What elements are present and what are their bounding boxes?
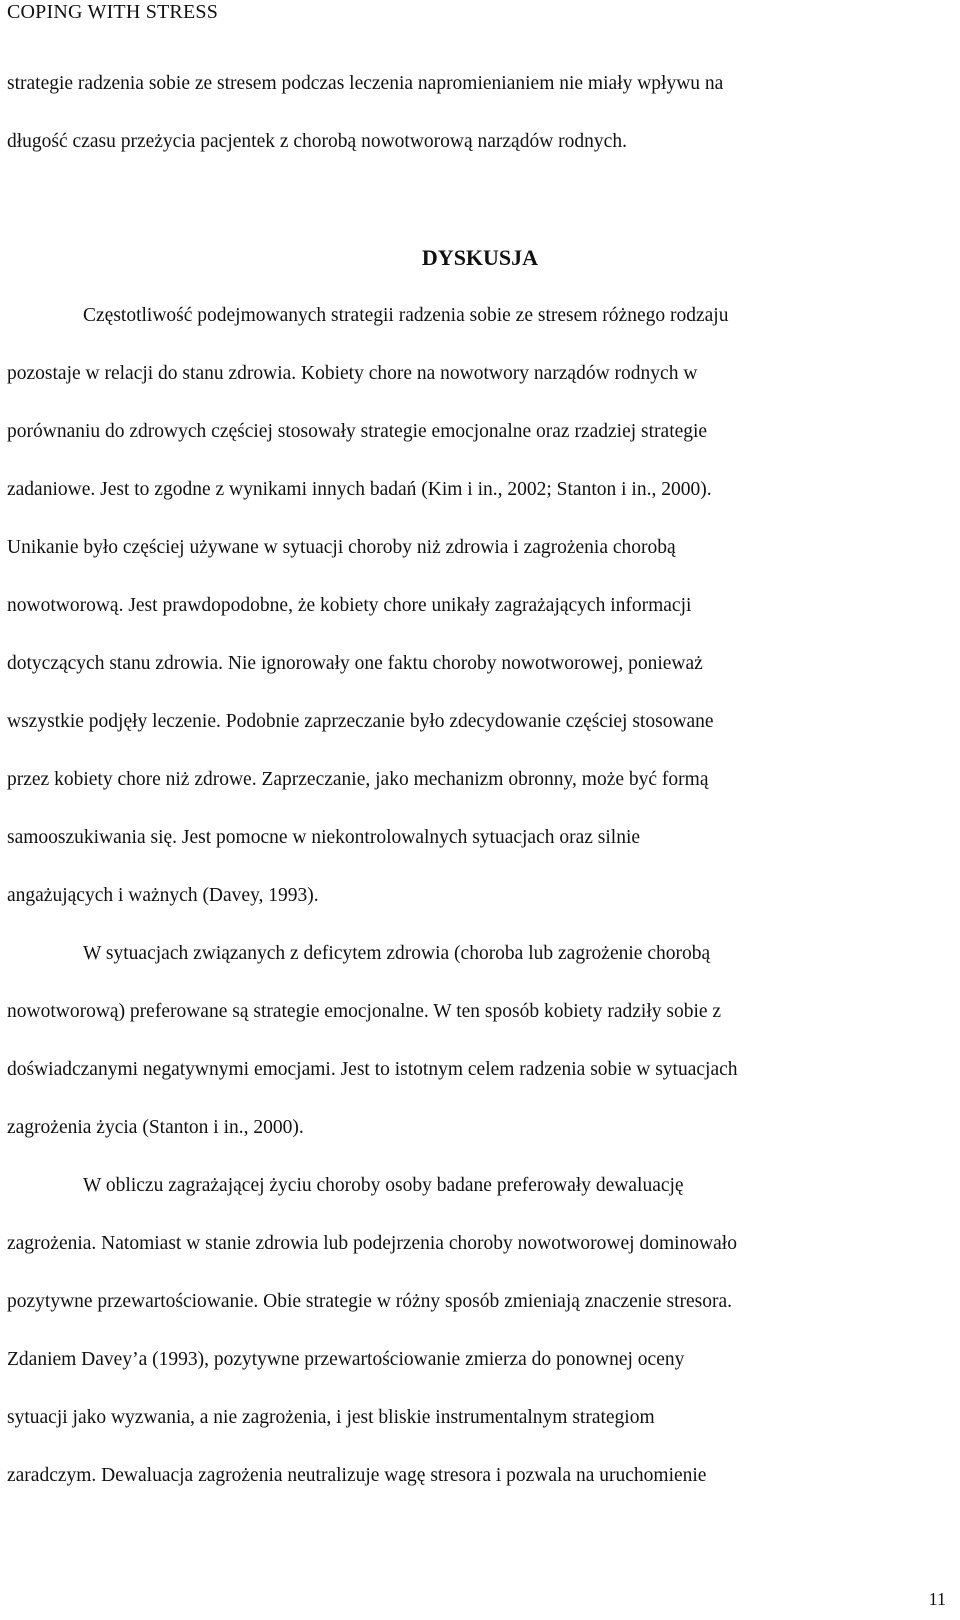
text-line: zaradczym. Dewaluacja zagrożenia neutralizuje wagę stresora i pozwala na uruchomienie [7, 1465, 707, 1486]
text-line: zagrożenia życia (Stanton i in., 2000). [7, 1117, 304, 1138]
text-line: doświadczanymi negatywnymi emocjami. Jest to istotnym celem radzenia sobie w sytuacjach [7, 1059, 738, 1080]
text-line: samooszukiwania się. Jest pomocne w niekontrolowalnych sytuacjach oraz silnie [7, 827, 641, 848]
text-line: strategie radzenia sobie ze stresem podczas leczenia napromienianiem nie miały wpływu na [7, 73, 724, 94]
text-line: Zdaniem Davey’a (1993), pozytywne przewartościowanie zmierza do ponownej oceny [7, 1349, 685, 1370]
text-line: porównaniu do zdrowych częściej stosowały strategie emocjonalne oraz rzadziej strategie [7, 421, 708, 442]
text-line: wszystkie podjęły leczenie. Podobnie zaprzeczanie było zdecydowanie częściej stosowane [7, 711, 714, 732]
running-head: COPING WITH STRESS [7, 1, 219, 23]
document-body [7, 55, 953, 1505]
section-heading: DYSKUSJA [421, 245, 539, 270]
text-line: dotyczących stanu zdrowia. Nie ignorowały one faktu choroby nowotworowej, ponieważ [7, 653, 703, 674]
text-line: nowotworową) preferowane są strategie emocjonalne. W ten sposób kobiety radziły sobie z [7, 1001, 722, 1022]
text-line: W sytuacjach związanych z deficytem zdrowia (choroba lub zagrożenie chorobą [83, 943, 711, 964]
text-line: nowotworową. Jest prawdopodobne, że kobiety chore unikały zagrażających informacji [7, 595, 692, 616]
text-line: pozostaje w relacji do stanu zdrowia. Kobiety chore na nowotwory narządów rodnych w [7, 363, 698, 384]
text-line: długość czasu przeżycia pacjentek z chorobą nowotworową narządów rodnych. [7, 131, 627, 152]
blank-line [7, 171, 953, 229]
text-line: zagrożenia. Natomiast w stanie zdrowia lub podejrzenia choroby nowotworowej dominowało [7, 1233, 737, 1254]
text-line: zadaniowe. Jest to zgodne z wynikami innych badań (Kim i in., 2002; Stanton i in., 2000). [7, 479, 712, 500]
text-line: pozytywne przewartościowanie. Obie strategie w różny sposób zmieniają znaczenie stresora. [7, 1291, 733, 1312]
text-line: sytuacji jako wyzwania, a nie zagrożenia, i jest bliskie instrumentalnym strategiom [7, 1407, 655, 1428]
text-line: przez kobiety chore niż zdrowe. Zaprzeczanie, jako mechanizm obronny, może być formą [7, 769, 709, 790]
text-line: W obliczu zagrażającej życiu choroby osoby badane preferowały dewaluację [83, 1175, 684, 1196]
page-number: 11 [928, 1589, 946, 1609]
text-line: angażujących i ważnych (Davey, 1993). [7, 885, 319, 906]
text-line: Unikanie było częściej używane w sytuacji choroby niż zdrowia i zagrożenia chorobą [7, 537, 676, 558]
text-line: Częstotliwość podejmowanych strategii radzenia sobie ze stresem różnego rodzaju [83, 305, 729, 326]
